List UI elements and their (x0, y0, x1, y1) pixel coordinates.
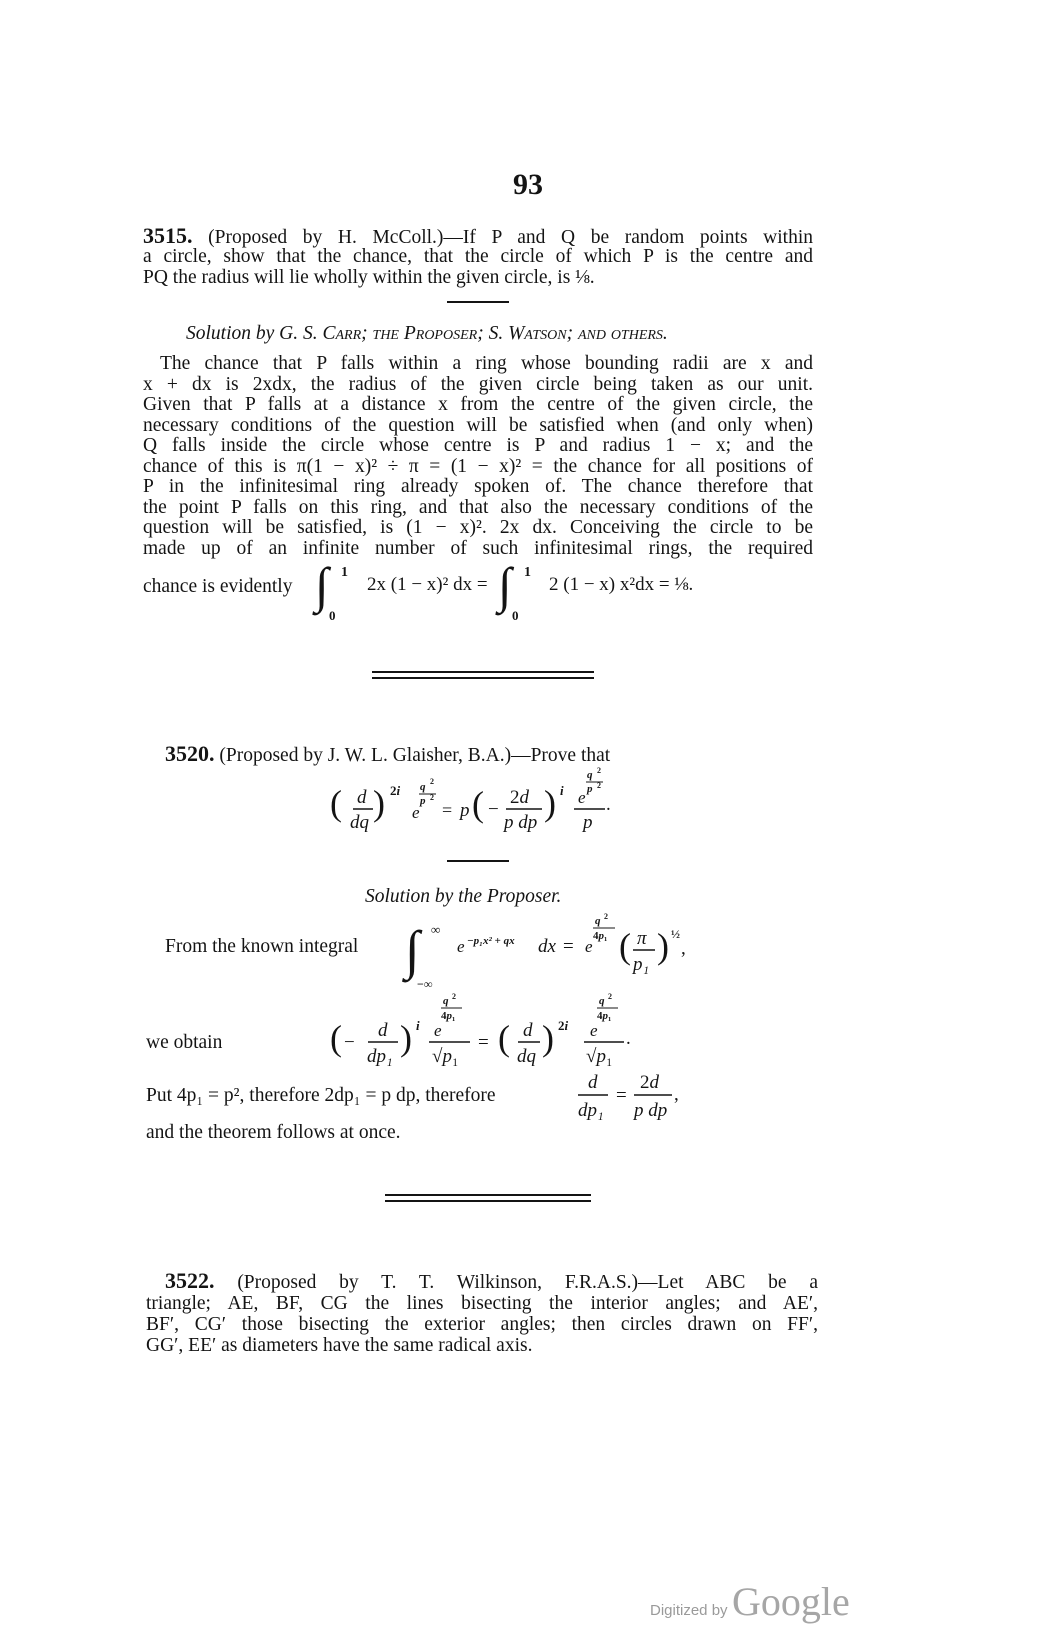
lower-limit: 0 (329, 608, 336, 623)
svg-text:2i: 2i (558, 1018, 569, 1033)
svg-text:(: ( (330, 783, 342, 823)
svg-text:(: ( (498, 1018, 510, 1058)
lower-limit: 0 (512, 608, 519, 623)
svg-text:(: ( (472, 784, 484, 824)
short-rule (447, 860, 509, 862)
solution-3515-line: The chance that P falls within a ring whose bounding radii are x and (160, 353, 813, 374)
problem-3515-statement-line: (Proposed by H. McColl.)—If P and Q be random points within (208, 227, 813, 248)
svg-text:i: i (560, 783, 564, 798)
svg-text:): ) (373, 783, 385, 823)
svg-text:√p₁: √p₁ (586, 1046, 613, 1067)
integral-sign: ∫ (315, 557, 329, 613)
digitized-watermark (650, 1578, 850, 1625)
solution-3515-line: question will be satisfied, is (1 − x)². 2x dx. Conceiving the circle to be (143, 517, 813, 538)
svg-text:,: , (681, 938, 686, 959)
problem-3520-number: 3520. (165, 741, 215, 766)
problem-3515-statement-line: a circle, show that the chance, that the circle of which P is the centre and (143, 246, 813, 267)
double-rule-bottom (385, 1200, 591, 1202)
svg-text:dx: dx (538, 936, 556, 957)
svg-text:4p₁: 4p₁ (441, 1010, 456, 1022)
derived-equation (330, 990, 660, 1070)
problem-3522-number: 3522. (165, 1268, 215, 1293)
svg-text:e: e (578, 788, 586, 807)
equation-3520 (330, 766, 630, 850)
svg-text:): ) (544, 783, 556, 823)
watermark-prefix: Digitized by (650, 1602, 728, 1619)
svg-text:∫: ∫ (405, 920, 420, 980)
svg-text:e: e (457, 937, 465, 956)
solution-3515-line: x + dx is 2xdx, the radius of the given circle being taken as our unit. (143, 374, 813, 395)
svg-text:p: p (460, 800, 470, 821)
svg-text:e: e (585, 937, 593, 956)
svg-text:): ) (657, 926, 669, 966)
svg-text:q: q (443, 995, 449, 1007)
double-rule-bottom (372, 677, 594, 679)
solution-3520-heading: Solution by the Proposer. (365, 886, 562, 907)
problem-3515-line-1 (143, 225, 813, 248)
conclusion-text: and the theorem follows at once. (146, 1122, 401, 1143)
svg-text:d: d (523, 1020, 533, 1041)
solution-3515-heading (186, 323, 668, 344)
svg-text:p dp: p dp (634, 1100, 668, 1121)
integrand-1: 2x (1 − x)² dx = (367, 574, 488, 595)
svg-text:q: q (420, 781, 426, 793)
solution-3515-line: made up of an infinite number of such infinitesimal rings, the required (143, 538, 813, 559)
solution-3515-line: Q falls inside the circle whose centre is P and radius 1 − x; and the (143, 435, 813, 456)
svg-text:=: = (616, 1085, 627, 1106)
known-integral-formula (405, 912, 715, 992)
svg-text:p dp: p dp (504, 812, 538, 833)
problem-3522-statement-line: GG′, EE′ as diameters have the same radical axis. (146, 1335, 533, 1356)
problem-3515-number: 3515. (143, 223, 193, 248)
svg-text:2d: 2d (640, 1072, 659, 1093)
page-number: 93 (513, 168, 543, 201)
svg-text:(: ( (619, 926, 631, 966)
problem-3522-statement-line: BF′, CG′ those bisecting the exterior angles; then circles drawn on FF′, (146, 1314, 818, 1335)
we-obtain-text: we obtain (146, 1032, 223, 1053)
svg-text:d: d (588, 1072, 598, 1093)
svg-text:dp₁: dp₁ (578, 1100, 604, 1121)
svg-text:dq: dq (517, 1046, 536, 1067)
svg-text:−∞: −∞ (417, 977, 433, 991)
solution-by-label: Solution by (186, 323, 275, 344)
svg-text:q: q (595, 915, 601, 927)
svg-text:): ) (542, 1018, 554, 1058)
problem-3520-statement: (Proposed by J. W. L. Glaisher, B.A.)—Prove that (219, 745, 611, 766)
final-lead-text: chance is evidently (143, 576, 293, 597)
problem-3515-statement-line: PQ the radius will lie wholly within the given circle, is ⅛. (143, 267, 595, 288)
svg-text:π: π (637, 928, 647, 949)
svg-text:i: i (416, 1018, 420, 1033)
svg-text:2: 2 (604, 912, 608, 921)
svg-text:dp₁: dp₁ (367, 1046, 393, 1067)
svg-text:dq: dq (350, 812, 369, 833)
svg-text:½: ½ (671, 927, 680, 941)
svg-text:−p₁x² + qx: −p₁x² + qx (467, 935, 515, 947)
double-rule-top (372, 671, 594, 673)
svg-text:∞: ∞ (431, 922, 441, 937)
svg-text:e: e (434, 1021, 442, 1040)
svg-text:.: . (626, 1028, 631, 1049)
problem-3522-statement-line: (Proposed by T. T. Wilkinson, F.R.A.S.)—Let ABC be a (237, 1272, 819, 1293)
problem-3520-line (165, 743, 610, 766)
svg-text:e: e (412, 803, 420, 822)
svg-text:q: q (587, 769, 593, 781)
svg-text:2: 2 (430, 777, 434, 786)
google-logo: Google (732, 1579, 850, 1624)
svg-text:p: p (583, 812, 593, 833)
svg-text:4p₁: 4p₁ (597, 1010, 612, 1022)
upper-limit: 1 (341, 565, 348, 580)
upper-limit: 1 (524, 565, 531, 580)
put-line-text: Put 4p₁ = p², therefore 2dp₁ = p dp, therefore (146, 1085, 496, 1106)
svg-text:,: , (674, 1084, 679, 1105)
svg-text:2: 2 (452, 992, 456, 1001)
svg-text:=: = (442, 800, 453, 820)
svg-text:e: e (590, 1021, 598, 1040)
known-integral-lead: From the known integral (165, 936, 359, 957)
svg-text:.: . (606, 794, 611, 815)
svg-text:2: 2 (430, 793, 434, 802)
solution-3515-line: the point P falls on this ring, and that also the necessary conditions of the (143, 497, 813, 518)
svg-text:2: 2 (597, 766, 601, 775)
solution-3515-line: chance of this is π(1 − x)² ÷ π = (1 − x)² = the chance for all positions of (143, 456, 813, 477)
svg-text:p: p (587, 783, 593, 795)
svg-text:q: q (599, 995, 605, 1007)
svg-text:−: − (344, 1032, 355, 1053)
svg-text:−: − (488, 799, 499, 820)
solution-3515-line: necessary conditions of the question will be satisfied when (and only when) (143, 415, 813, 436)
final-integral-formula (315, 558, 735, 628)
svg-text:√p₁: √p₁ (432, 1046, 459, 1067)
solution-3515-line: P in the infinitesimal ring already spoken of. The chance therefore that (143, 476, 813, 497)
problem-3522-line-1 (165, 1270, 818, 1293)
svg-text:2: 2 (608, 992, 612, 1001)
svg-text:(: ( (330, 1018, 342, 1058)
svg-text:p: p (420, 795, 426, 807)
svg-text:2d: 2d (510, 787, 529, 808)
svg-text:d: d (378, 1020, 388, 1041)
problem-3522-statement-line: triangle; AE, BF, CG the lines bisecting the interior angles; and AE′, (146, 1293, 818, 1314)
double-rule-top (385, 1194, 591, 1196)
svg-text:4p₁: 4p₁ (593, 930, 608, 942)
svg-text:=: = (478, 1032, 489, 1053)
svg-text:2: 2 (597, 781, 601, 790)
solvers-list: G. S. Carr; the Proposer; S. Watson; and others. (279, 323, 668, 344)
short-rule (447, 301, 509, 303)
svg-text:): ) (400, 1018, 412, 1058)
svg-text:=: = (563, 936, 574, 957)
svg-text:p₁: p₁ (633, 954, 650, 975)
svg-text:2i: 2i (390, 783, 401, 798)
integrand-2: 2 (1 − x) x²dx = ⅛. (549, 574, 694, 595)
put-line-fraction (578, 1068, 698, 1128)
svg-text:d: d (357, 787, 367, 808)
solution-3515-line: Given that P falls at a distance x from the centre of the given circle, the (143, 394, 813, 415)
integral-sign: ∫ (498, 557, 512, 613)
